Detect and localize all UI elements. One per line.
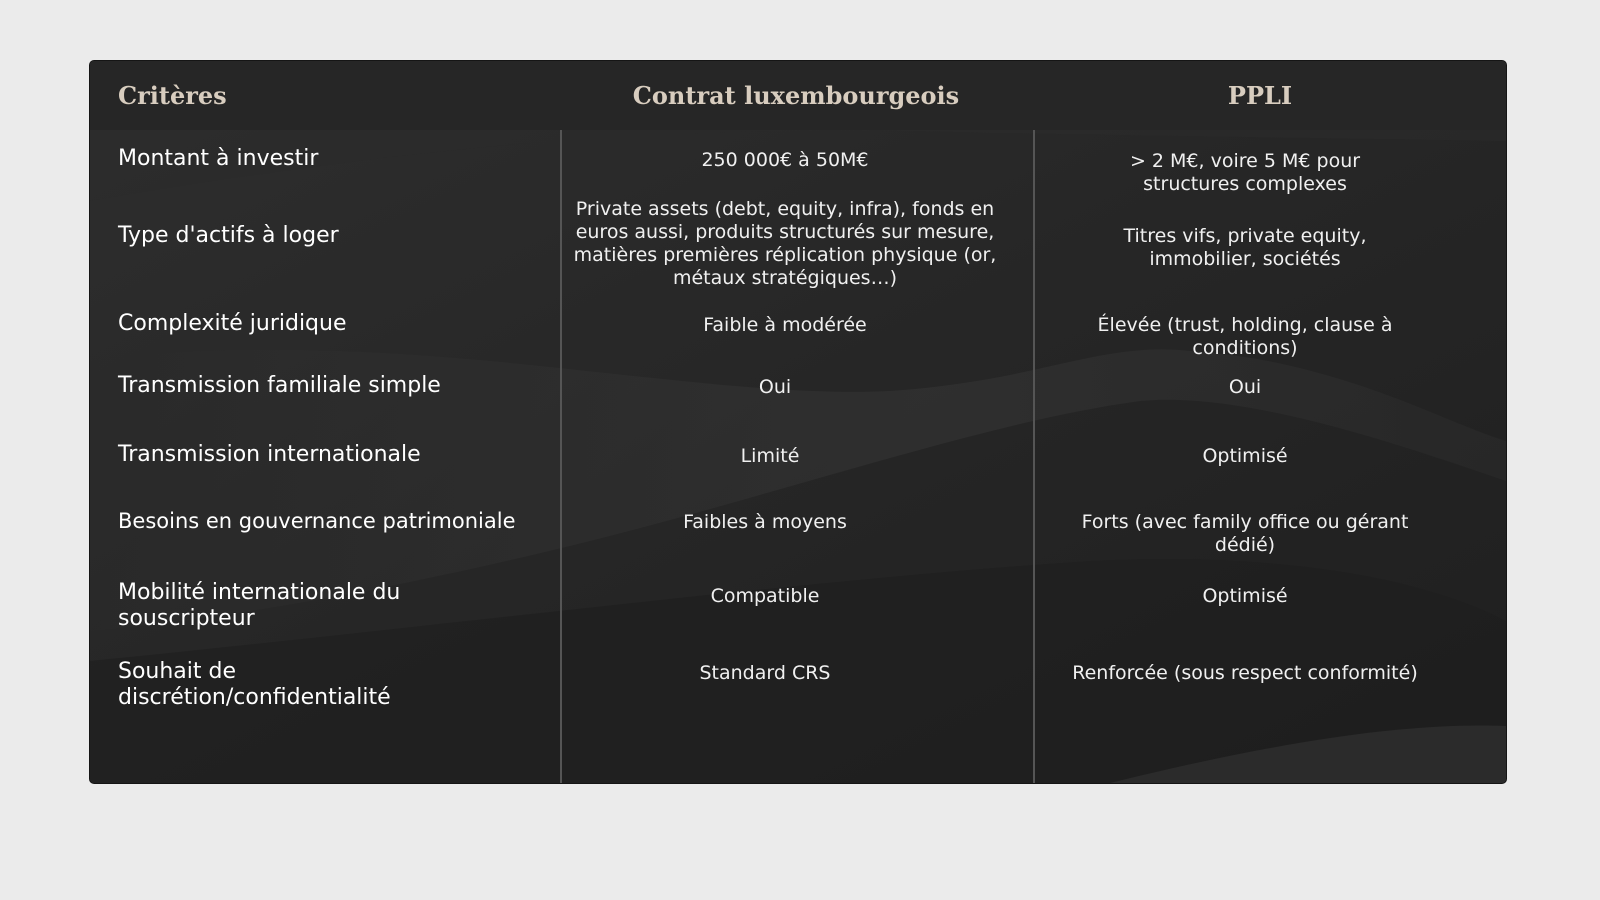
criterion-label: Besoins en gouvernance patrimoniale	[118, 509, 516, 533]
column-divider-2	[1033, 130, 1035, 783]
header-luxembourg-contract: Contrat luxembourgeois	[632, 81, 960, 110]
table-header	[90, 61, 1506, 130]
criterion-label: Mobilité internationale du souscripteur	[118, 580, 401, 631]
ppli-value: > 2 M€, voire 5 M€ pour structures complexes	[1129, 150, 1361, 195]
criterion-label: Transmission familiale simple	[118, 373, 441, 398]
criterion-label: Montant à investir	[118, 146, 319, 171]
ppli-value: Élevée (trust, holding, clause à conditions)	[1097, 314, 1393, 359]
luxembourg-value: Standard CRS	[699, 662, 831, 684]
criterion-label: Complexité juridique	[118, 311, 347, 336]
ppli-value: Optimisé	[1202, 585, 1288, 607]
luxembourg-value: Compatible	[710, 585, 820, 607]
luxembourg-value: Oui	[758, 376, 792, 398]
ppli-value: Optimisé	[1202, 445, 1288, 467]
criterion-label: Souhait de discrétion/confidentialité	[118, 659, 391, 710]
criterion-label: Type d'actifs à loger	[118, 223, 339, 248]
header-criteria: Critères	[118, 81, 227, 110]
luxembourg-value: Limité	[740, 445, 800, 467]
ppli-value: Titres vifs, private equity, immobilier, sociétés	[1123, 225, 1367, 270]
ppli-value: Renforcée (sous respect conformité)	[1072, 662, 1418, 684]
luxembourg-value: Faible à modérée	[703, 314, 867, 336]
header-ppli: PPLI	[1227, 81, 1293, 110]
luxembourg-value: 250 000€ à 50M€	[701, 149, 869, 171]
luxembourg-value: Faibles à moyens	[683, 511, 847, 533]
luxembourg-value: Private assets (debt, equity, infra), fonds en euros aussi, produits structurés sur mesure, matières premières réplication physique (or, métaux stratégiques…)	[573, 198, 997, 289]
comparison-table	[90, 61, 1506, 783]
criterion-label: Transmission internationale	[118, 442, 421, 467]
ppli-value: Forts (avec family office ou gérant dédié)	[1081, 511, 1409, 556]
ppli-value: Oui	[1228, 376, 1262, 398]
